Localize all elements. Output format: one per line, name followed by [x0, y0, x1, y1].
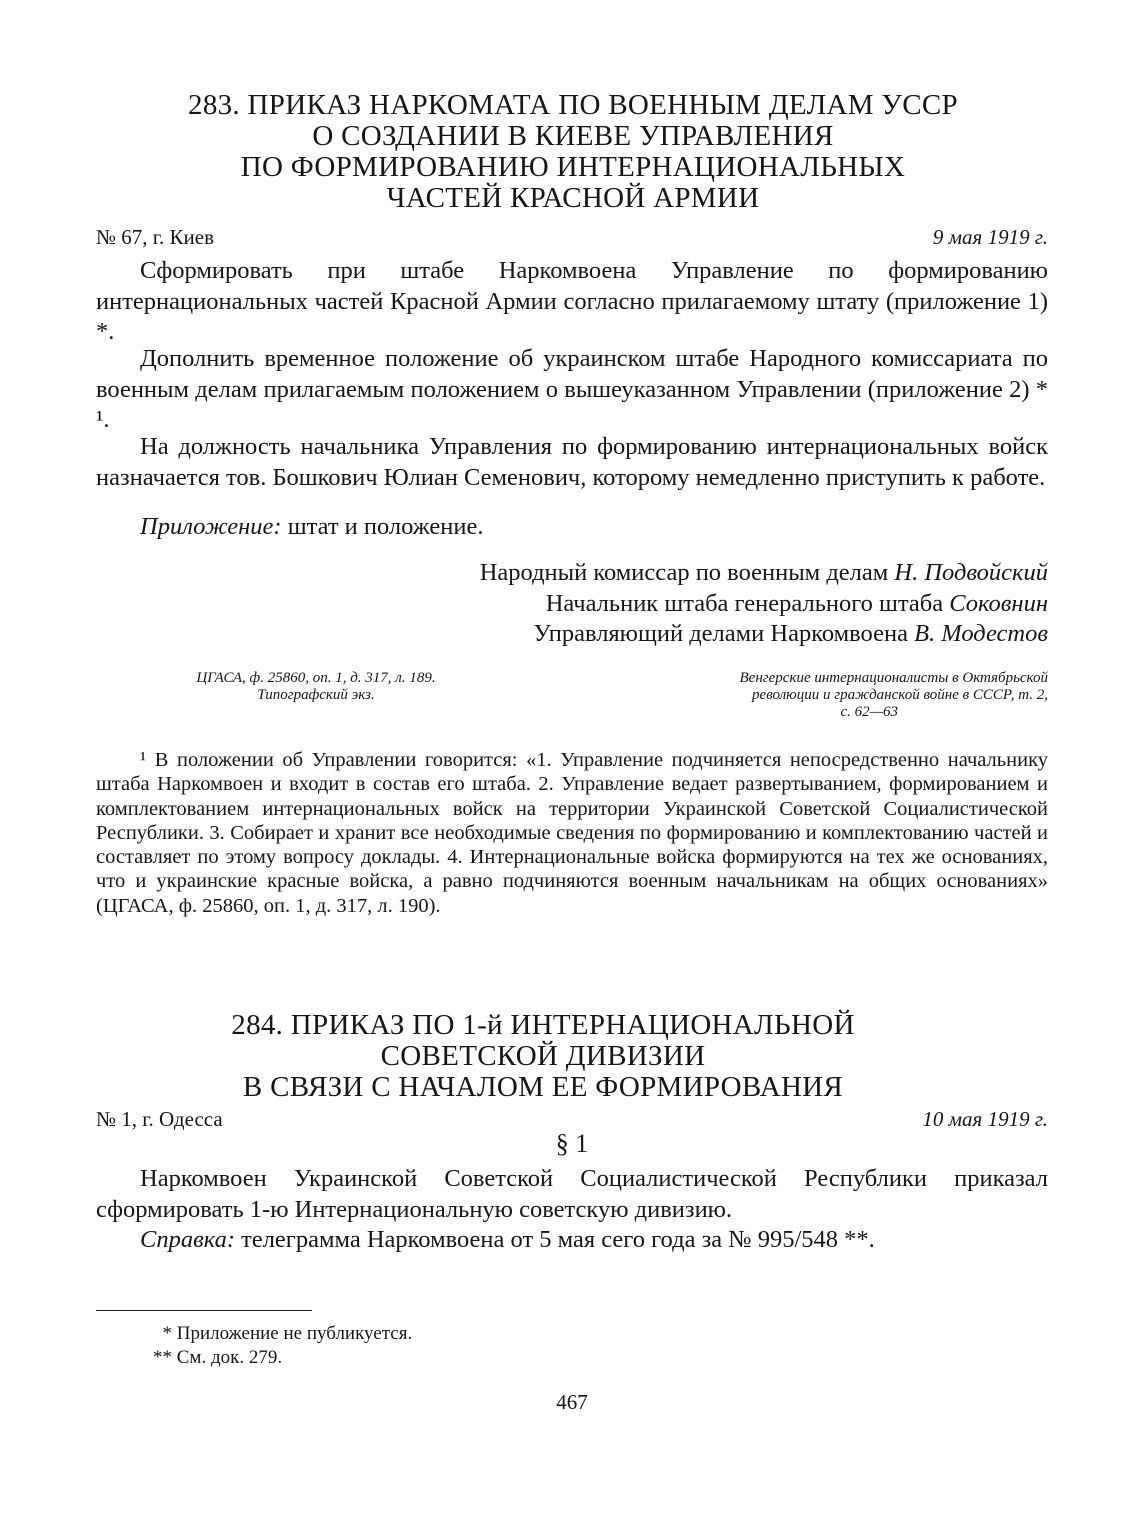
footnote-mark: ** [153, 1347, 172, 1368]
doc283-number-place: № 67, г. Киев [96, 225, 215, 249]
doc284-heading-line: В СВЯЗИ С НАЧАЛОМ ЕЕ ФОРМИРОВАНИЯ [242, 1071, 844, 1103]
doc283-attachment-text: штат и положение. [287, 513, 484, 540]
doc283-source-archive [96, 670, 536, 704]
doc283-footnote [96, 748, 1048, 918]
doc283-heading-line: ЧАСТЕЙ КРАСНОЙ АРМИИ [386, 182, 760, 214]
doc283-paragraph-1 [96, 256, 1048, 348]
doc284-date: 10 мая 1919 г. [922, 1107, 1048, 1131]
doc283-paragraph-text: Сформировать при штабе Наркомвоена Управление по формированию интернациональных частей Красной Армии согласно прилагаемому штату (приложение 1) *. [96, 257, 1048, 345]
source-line: революции и гражданской войне в СССР, т. 2, [752, 687, 1048, 703]
doc283-meta [96, 225, 1048, 251]
doc284-paragraph-text: Наркомвоен Украинской Советской Социалистической Республики приказал сформировать 1-ю Интернациональную советскую дивизию. [96, 1165, 1048, 1223]
signature-title: Народный комиссар по военным делам [479, 559, 889, 586]
source-line: Типографский экз. [257, 687, 375, 703]
signature-title: Управляющий делами Наркомвоена [533, 620, 908, 647]
doc284-heading-line: 284. ПРИКАЗ ПО 1-й ИНТЕРНАЦИОНАЛЬНОЙ [231, 1009, 855, 1041]
doc283-paragraph-text: На должность начальника Управления по формированию интернациональных войск назначается тов. Бошкович Юлиан Семенович, которому немедленно приступить к работе. [96, 433, 1048, 491]
footnote-text: См. док. 279. [176, 1347, 283, 1368]
doc283-heading-line: ПО ФОРМИРОВАНИЮ ИНТЕРНАЦИОНАЛЬНЫХ [240, 151, 906, 183]
doc283-paragraph-3 [96, 432, 1048, 493]
signature-line [96, 558, 1048, 589]
doc284-heading-line: СОВЕТСКОЙ ДИВИЗИИ [380, 1040, 706, 1072]
doc283-heading [96, 90, 1050, 214]
source-line: ЦГАСА, ф. 25860, оп. 1, д. 317, л. 189. [196, 670, 436, 686]
page-footnote [96, 1322, 796, 1346]
doc283-attachment [96, 512, 1048, 543]
doc283-heading-line: О СОЗДАНИИ В КИЕВЕ УПРАВЛЕНИЯ [312, 120, 834, 152]
signature-line [96, 589, 1048, 620]
doc283-date: 9 мая 1919 г. [932, 225, 1048, 249]
signature-name: Н. Подвойский [894, 559, 1048, 586]
doc283-paragraph-text: Дополнить временное положение об украинском штабе Народного комиссариата по военным делам прилагаемым положением о вышеуказанном Управлении (приложение 2) * ¹. [96, 345, 1048, 433]
footnote-mark: * [162, 1323, 172, 1344]
doc284-section-mark: § 1 [555, 1129, 589, 1158]
doc284-number-place: № 1, г. Одесса [96, 1107, 223, 1131]
doc283-paragraph-2 [96, 344, 1048, 436]
signature-name: В. Модестов [914, 620, 1048, 647]
source-line: Венгерские интернационалисты в Октябрьской [739, 670, 1048, 686]
doc283-source-publication [600, 670, 1048, 721]
doc284-reference-label: Справка: [140, 1226, 235, 1253]
footnote-text: ¹ В положении об Управлении говорится: «1. Управление подчиняется непосредственно начальнику штаба Наркомвоен и входит в состав его штаба. 2. Управление ведает развертыванием, формированием и комплектованием интернациональных войск на территории Украинской Советской Социалистической Республики. 3. Собирает и хранит все необходимые сведения по формированию и комплектованию частей и составляет по этому вопросу доклады. 4. Интернациональные войска формируются на тех же основаниях, что и украинские красные войска, а равно подчиняются военным начальникам на общих основаниях» (ЦГАСА, ф. 25860, оп. 1, д. 317, л. 190). [96, 749, 1048, 917]
doc284-heading [96, 1010, 1050, 1103]
doc283-signatures [96, 558, 1048, 650]
doc284-paragraph [96, 1164, 1048, 1225]
signature-title: Начальник штаба генерального штаба [545, 589, 944, 617]
doc284-reference [96, 1225, 1048, 1256]
signature-name: Соковнин [949, 589, 1048, 617]
doc283-attachment-label: Приложение: [140, 513, 282, 540]
doc284-reference-text: телеграмма Наркомвоена от 5 мая сего года за № 995/548 **. [241, 1226, 875, 1253]
signature-line [96, 619, 1048, 650]
page-footnote [96, 1346, 796, 1370]
source-line: с. 62—63 [840, 704, 898, 720]
footnote-text: Приложение не публикуется. [176, 1323, 413, 1344]
footnote-divider [96, 1310, 312, 1311]
page-number: 467 [556, 1390, 588, 1414]
doc283-heading-line: 283. ПРИКАЗ НАРКОМАТА ПО ВОЕННЫМ ДЕЛАМ УССР [188, 89, 958, 121]
